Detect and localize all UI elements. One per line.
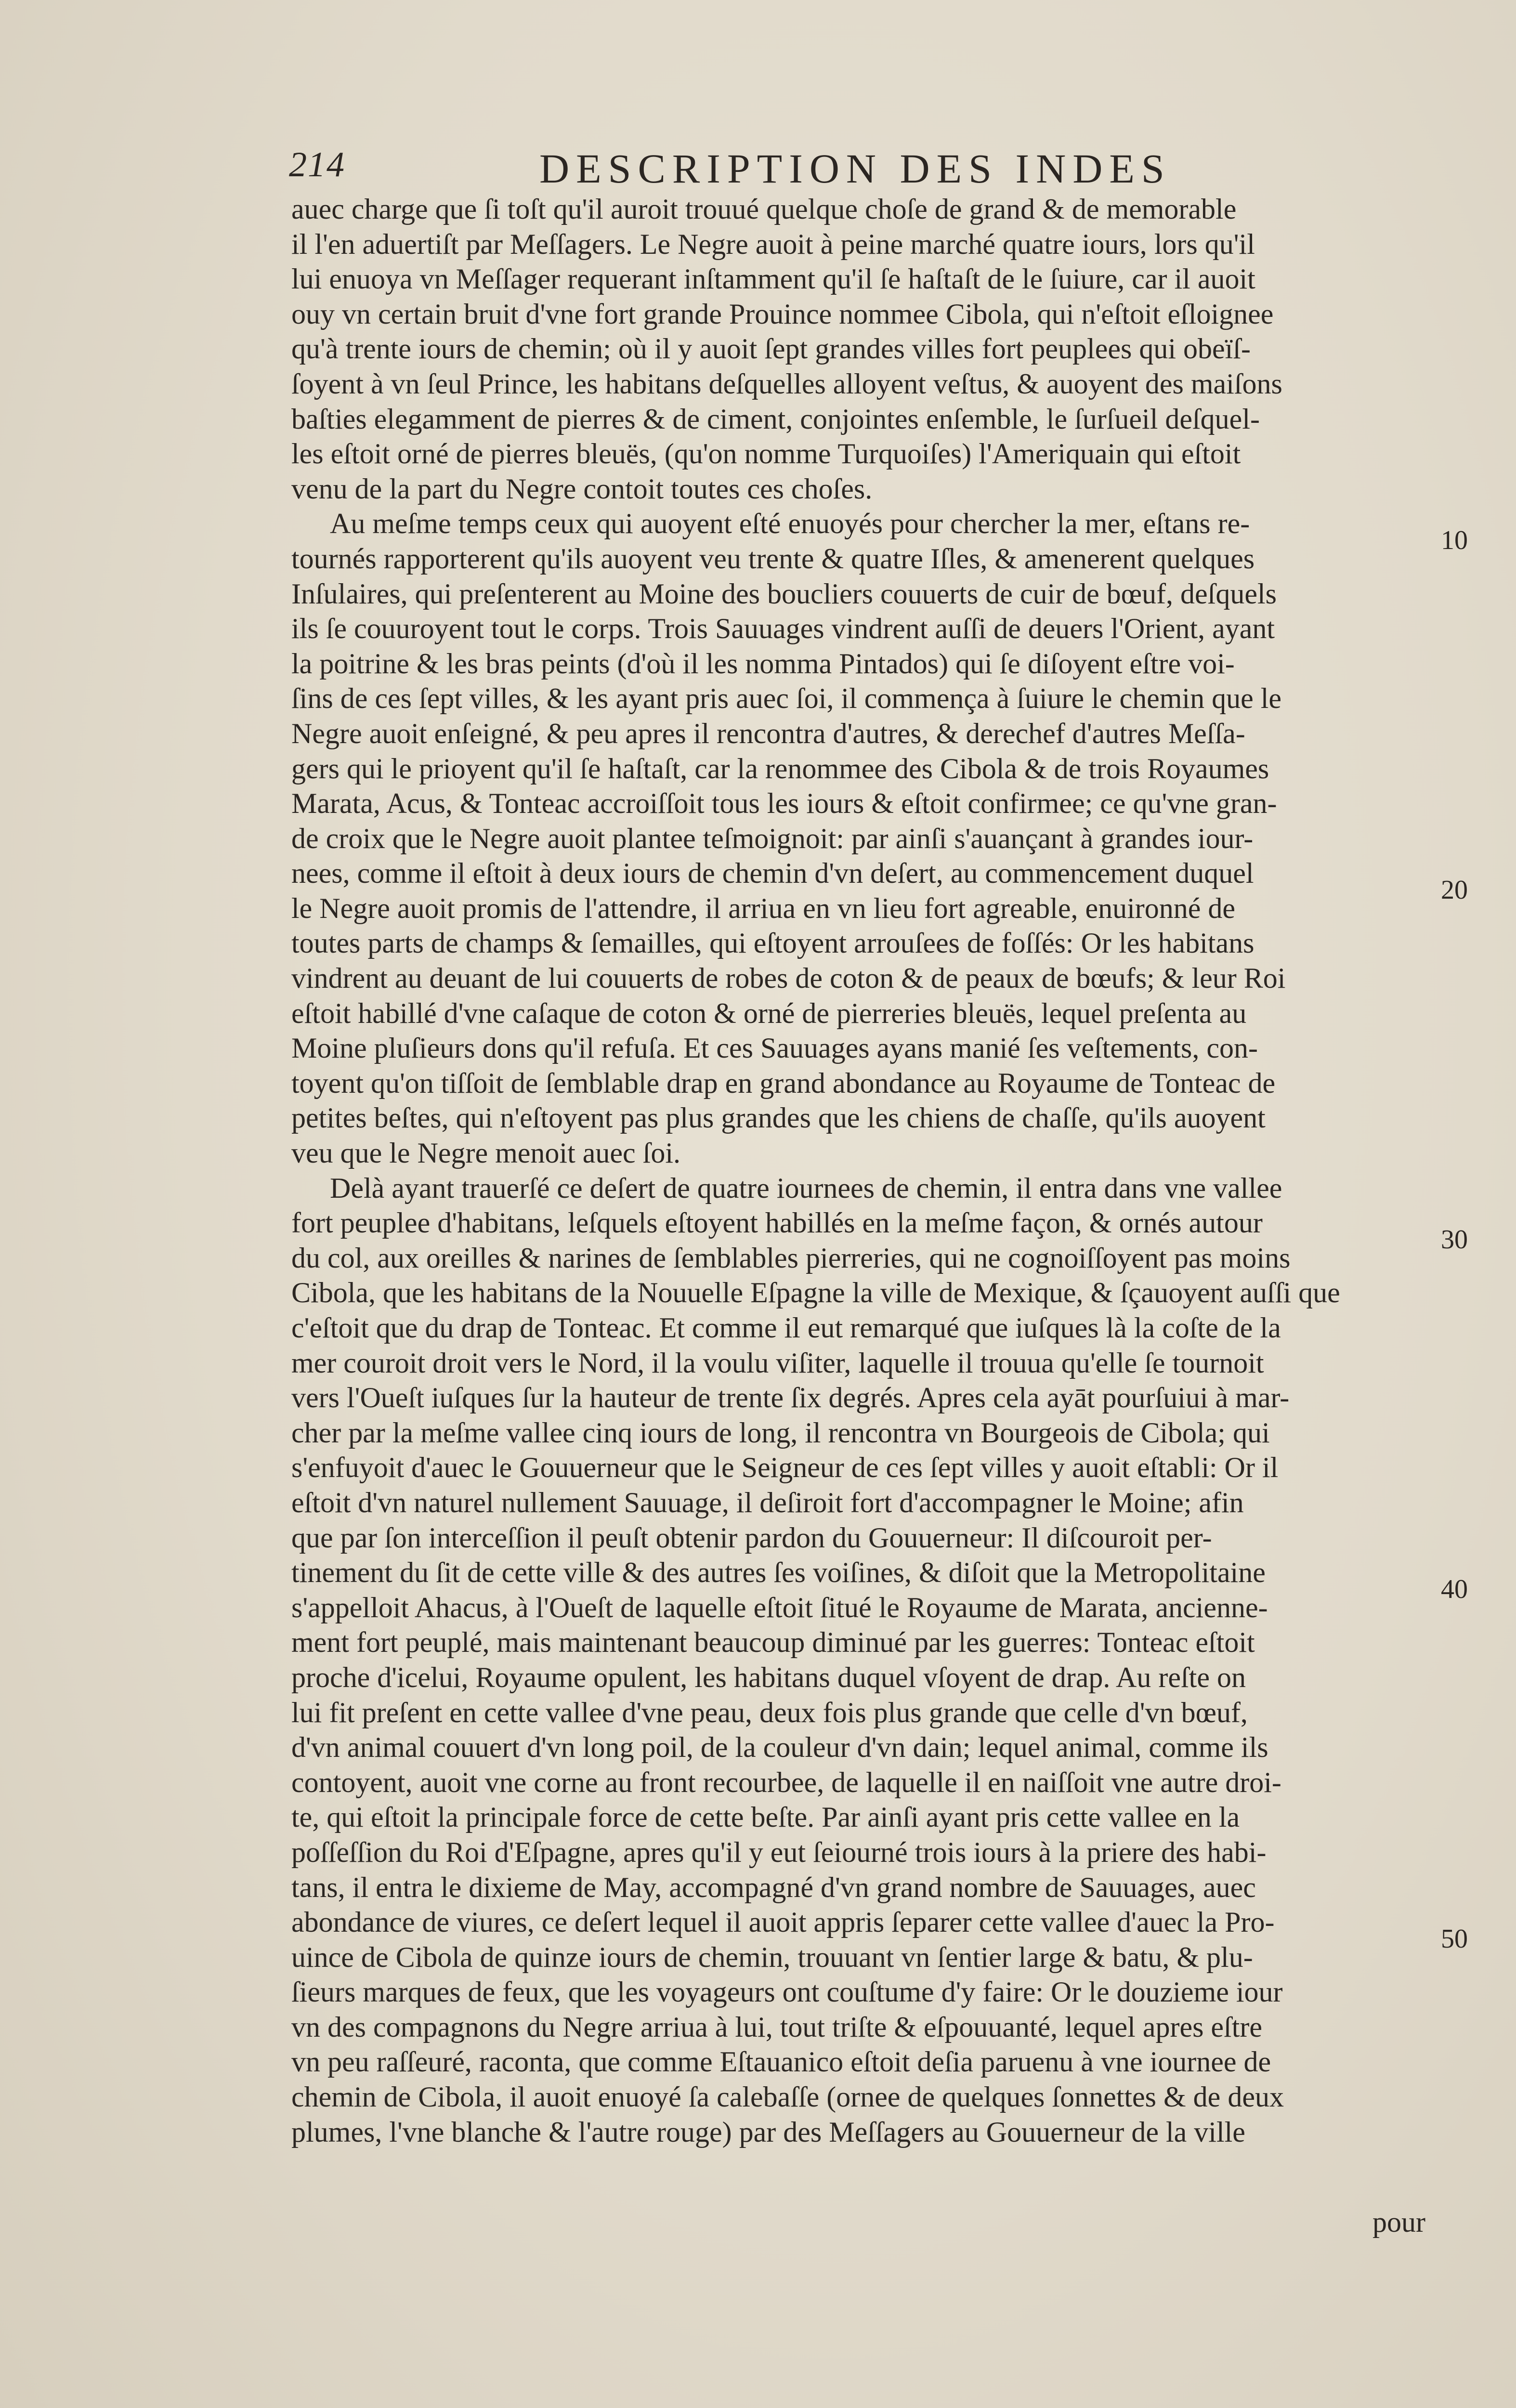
text-line: proche d'icelui, Royaume opulent, les habitans duquel vſoyent de drap. Au reſte on <box>291 1661 1246 1693</box>
page-number: 214 <box>289 145 345 184</box>
text-line: ſins de ces ſept villes, & les ayant pris auec ſoi, il commença à ſuiure le chemin que le <box>291 682 1281 715</box>
text-line: Au meſme temps ceux qui auoyent eſté enuoyés pour chercher la mer, eſtans re- <box>330 508 1250 540</box>
text-line: baſties elegamment de pierres & de ciment, conjointes enſemble, le ſurſueil deſquel- <box>291 403 1260 435</box>
body-text <box>291 192 1409 2149</box>
text-line: Inſulaires, qui preſenterent au Moine des boucliers couuerts de cuir de bœuf, deſquels <box>291 577 1277 610</box>
text-line: s'enfuyoit d'auec le Gouuerneur que le Seigneur de ces ſept villes y auoit eſtabli: Or il <box>291 1452 1279 1484</box>
text-line: lui fit preſent en cette vallee d'vne peau, deux fois plus grande que celle d'vn bœuf, <box>291 1696 1248 1728</box>
text-line: Cibola, que les habitans de la Nouuelle Eſpagne la ville de Mexique, & ſçauoyent auſſi que <box>291 1277 1340 1309</box>
text-line: tinement du ſit de cette ville & des autres ſes voiſines, & diſoit que la Metropolitaine <box>291 1557 1266 1589</box>
text-line: plumes, l'vne blanche & l'autre rouge) par des Meſſagers au Gouuerneur de la ville <box>291 2116 1245 2148</box>
text-line: c'eſtoit que du drap de Tonteac. Et comme il eut remarqué que iuſques là la coſte de la <box>291 1312 1281 1344</box>
text-line: ſieurs marques de feux, que les voyageurs ont couſtume d'y faire: Or le douzieme iour <box>291 1976 1283 2008</box>
line-number-30: 30 <box>1441 1225 1468 1255</box>
text-line: abondance de viures, ce deſert lequel il auoit appris ſeparer cette vallee d'auec la Pro- <box>291 1906 1275 1938</box>
text-line: du col, aux oreilles & narines de ſemblables pierreries, qui ne cognoiſſoyent pas moins <box>291 1242 1291 1274</box>
text-line: d'vn animal couuert d'vn long poil, de la couleur d'vn dain; lequel animal, comme ils <box>291 1731 1268 1764</box>
text-line: eſtoit habillé d'vne caſaque de coton & orné de pierreries bleuës, lequel preſenta au <box>291 997 1247 1029</box>
text-line: ment fort peuplé, mais maintenant beaucoup diminué par les guerres: Tonteac eſtoit <box>291 1626 1255 1659</box>
text-line: tans, il entra le dixieme de May, accompagné d'vn grand nombre de Sauuages, auec <box>291 1871 1256 1903</box>
text-line: ouy vn certain bruit d'vne fort grande Prouince nommee Cibola, qui n'eſtoit eſloignee <box>291 298 1274 330</box>
text-line: contoyent, auoit vne corne au front recourbee, de laquelle il en naiſſoit vne autre droi- <box>291 1766 1281 1798</box>
line-number-20: 20 <box>1441 875 1468 905</box>
text-line: te, qui eſtoit la principale force de cette beſte. Par ainſi ayant pris cette vallee en la <box>291 1801 1240 1833</box>
text-line: ils ſe couuroyent tout le corps. Trois Sauuages vindrent auſſi de deuers l'Orient, ayant <box>291 613 1275 645</box>
text-line: vers l'Oueſt iuſques ſur la hauteur de trente ſix degrés. Apres cela ayāt pourſuiui à mar- <box>291 1382 1290 1414</box>
text-line: Negre auoit enſeigné, & peu apres il rencontra d'autres, & derechef d'autres Meſſa- <box>291 717 1245 749</box>
text-line: uince de Cibola de quinze iours de chemin, trouuant vn ſentier large & batu, & plu- <box>291 1941 1253 1973</box>
text-line: la poitrine & les bras peints (d'où il les nomma Pintados) qui ſe diſoyent eſtre voi- <box>291 647 1235 680</box>
text-line: qu'à trente iours de chemin; où il y auoit ſept grandes villes fort peuplees qui obeïſ- <box>291 333 1251 365</box>
text-line: Marata, Acus, & Tonteac accroiſſoit tous les iours & eſtoit confirmee; ce qu'vne gran- <box>291 787 1277 820</box>
text-line: venu de la part du Negre contoit toutes ces choſes. <box>291 472 873 505</box>
text-line: les eſtoit orné de pierres bleuës, (qu'on nomme Turquoiſes) l'Ameriquain qui eſtoit <box>291 438 1241 470</box>
text-line: petites beſtes, qui n'eſtoyent pas plus grandes que les chiens de chaſſe, qu'ils auoyent <box>291 1102 1266 1134</box>
text-line: eſtoit d'vn naturel nullement Sauuage, il deſiroit fort d'accompagner le Moine; afin <box>291 1486 1244 1518</box>
text-line: vn peu raſſeuré, raconta, que comme Eſtauanico eſtoit deſia paruenu à vne iournee de <box>291 2046 1271 2078</box>
text-line: cher par la meſme vallee cinq iours de long, il rencontra vn Bourgeois de Cibola; qui <box>291 1416 1270 1449</box>
text-line: nees, comme il eſtoit à deux iours de chemin d'vn deſert, au commencement duquel <box>291 857 1254 890</box>
text-line: Moine pluſieurs dons qu'il refuſa. Et ces Sauuages ayans manié ſes veſtements, con- <box>291 1032 1258 1064</box>
page-header <box>289 144 1242 197</box>
text-line: veu que le Negre menoit auec ſoi. <box>291 1137 681 1169</box>
text-line: il l'en aduertiſt par Meſſagers. Le Negre auoit à peine marché quatre iours, lors qu'il <box>291 228 1255 260</box>
text-line: que par ſon interceſſion il peuſt obtenir pardon du Gouuerneur: Il diſcouroit per- <box>291 1521 1212 1554</box>
text-line: s'appelloit Ahacus, à l'Oueſt de laquelle eſtoit ſitué le Royaume de Marata, ancienne- <box>291 1591 1268 1623</box>
text-line: toyent qu'on tiſſoit de ſemblable drap en grand abondance au Royaume de Tonteac de <box>291 1067 1276 1099</box>
text-line: mer couroit droit vers le Nord, il la voulu viſiter, laquelle il trouua qu'elle ſe tournoit <box>291 1347 1264 1379</box>
line-number-40: 40 <box>1441 1574 1468 1604</box>
text-line: toutes parts de champs & ſemailles, qui eſtoyent arrouſees de foſſés: Or les habitans <box>291 927 1255 959</box>
line-number-50: 50 <box>1441 1924 1468 1954</box>
text-line: auec charge que ſi toſt qu'il auroit trouué quelque choſe de grand & de memorable <box>291 193 1237 225</box>
text-line: gers qui le prioyent qu'il ſe haſtaſt, car la renommee des Cibola & de trois Royaumes <box>291 752 1269 785</box>
text-line: chemin de Cibola, il auoit enuoyé ſa calebaſſe (ornee de quelques ſonnettes & de deux <box>291 2081 1284 2113</box>
text-line: poſſeſſion du Roi d'Eſpagne, apres qu'il y eut ſeiourné trois iours à la priere des habi- <box>291 1836 1267 1868</box>
text-line: vindrent au deuant de lui couuerts de robes de coton & de peaux de bœufs; & leur Roi <box>291 962 1286 995</box>
line-number-10: 10 <box>1441 525 1468 555</box>
text-line: vn des compagnons du Negre arriua à lui, tout triſte & eſpouuanté, lequel apres eſtre <box>291 2011 1263 2043</box>
text-line: de croix que le Negre auoit plantee teſmoignoit: par ainſi s'auançant à grandes iour- <box>291 822 1254 854</box>
text-line: le Negre auoit promis de l'attendre, il arriua en vn lieu fort agreable, enuironné de <box>291 892 1236 924</box>
catchword: pour <box>1372 2206 1425 2238</box>
text-line: tournés rapporterent qu'ils auoyent veu trente & quatre Iſles, & amenerent quelques <box>291 542 1255 575</box>
text-line: Delà ayant trauerſé ce deſert de quatre iournees de chemin, il entra dans vne vallee <box>330 1172 1282 1204</box>
text-line: ſoyent à vn ſeul Prince, les habitans deſquelles alloyent veſtus, & auoyent des maiſons <box>291 367 1282 400</box>
text-line: fort peuplee d'habitans, leſquels eſtoyent habillés en la meſme façon, & ornés autour <box>291 1207 1263 1239</box>
running-title: DESCRIPTION DES INDES <box>539 145 1171 192</box>
text-line: lui enuoya vn Meſſager requerant inſtamment qu'il ſe haſtaſt de le ſuiure, car il auoit <box>291 263 1255 295</box>
